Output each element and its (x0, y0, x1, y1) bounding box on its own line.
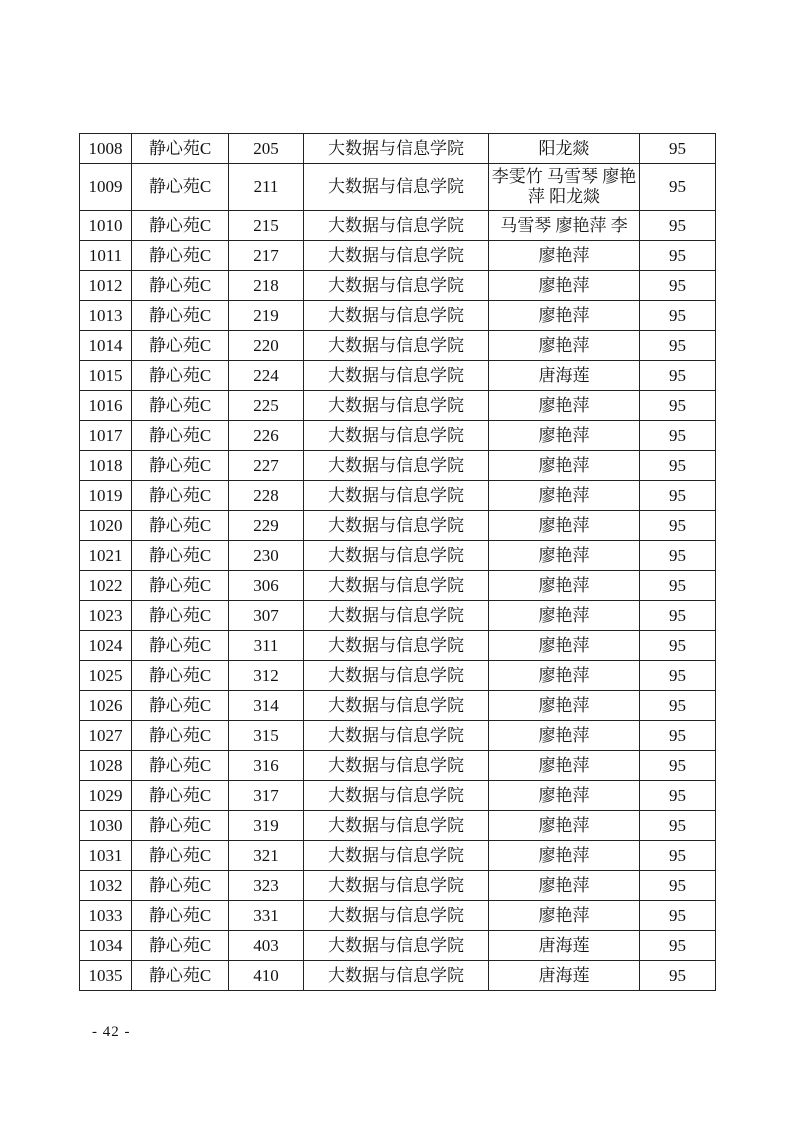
cell-serial-number: 1022 (80, 571, 132, 601)
cell-score: 95 (640, 841, 716, 871)
cell-college: 大数据与信息学院 (304, 691, 489, 721)
cell-college: 大数据与信息学院 (304, 541, 489, 571)
cell-serial-number: 1018 (80, 451, 132, 481)
cell-building: 静心苑C (132, 241, 229, 271)
cell-room-number: 306 (229, 571, 304, 601)
cell-building: 静心苑C (132, 164, 229, 211)
cell-score: 95 (640, 421, 716, 451)
table-row (80, 721, 716, 751)
cell-college: 大数据与信息学院 (304, 451, 489, 481)
cell-names: 阳龙燚 (489, 134, 640, 164)
cell-room-number: 225 (229, 391, 304, 421)
cell-room-number: 218 (229, 271, 304, 301)
table-row (80, 841, 716, 871)
cell-score: 95 (640, 241, 716, 271)
table-row (80, 241, 716, 271)
dormitory-score-table (79, 133, 716, 991)
cell-building: 静心苑C (132, 421, 229, 451)
cell-score: 95 (640, 871, 716, 901)
cell-college: 大数据与信息学院 (304, 481, 489, 511)
cell-building: 静心苑C (132, 781, 229, 811)
cell-serial-number: 1015 (80, 361, 132, 391)
table-row (80, 661, 716, 691)
cell-building: 静心苑C (132, 571, 229, 601)
page-number: - 42 - (92, 1024, 131, 1040)
cell-building: 静心苑C (132, 691, 229, 721)
cell-score: 95 (640, 901, 716, 931)
cell-score: 95 (640, 481, 716, 511)
cell-score: 95 (640, 301, 716, 331)
cell-names: 唐海莲 (489, 931, 640, 961)
cell-room-number: 403 (229, 931, 304, 961)
cell-score: 95 (640, 751, 716, 781)
cell-college: 大数据与信息学院 (304, 631, 489, 661)
cell-serial-number: 1031 (80, 841, 132, 871)
cell-room-number: 229 (229, 511, 304, 541)
cell-score: 95 (640, 571, 716, 601)
cell-college: 大数据与信息学院 (304, 164, 489, 211)
cell-serial-number: 1010 (80, 211, 132, 241)
cell-room-number: 205 (229, 134, 304, 164)
cell-names: 廖艳萍 (489, 871, 640, 901)
cell-score: 95 (640, 134, 716, 164)
cell-college: 大数据与信息学院 (304, 931, 489, 961)
cell-names: 廖艳萍 (489, 631, 640, 661)
cell-serial-number: 1028 (80, 751, 132, 781)
cell-college: 大数据与信息学院 (304, 331, 489, 361)
cell-score: 95 (640, 211, 716, 241)
cell-building: 静心苑C (132, 871, 229, 901)
cell-names: 李雯竹 马雪琴 廖艳萍 阳龙燚 (489, 164, 640, 211)
cell-score: 95 (640, 691, 716, 721)
cell-names: 廖艳萍 (489, 811, 640, 841)
cell-building: 静心苑C (132, 211, 229, 241)
cell-room-number: 226 (229, 421, 304, 451)
cell-serial-number: 1016 (80, 391, 132, 421)
cell-serial-number: 1033 (80, 901, 132, 931)
cell-building: 静心苑C (132, 661, 229, 691)
cell-college: 大数据与信息学院 (304, 871, 489, 901)
cell-room-number: 321 (229, 841, 304, 871)
cell-names: 廖艳萍 (489, 691, 640, 721)
table-row (80, 781, 716, 811)
cell-names: 廖艳萍 (489, 421, 640, 451)
cell-score: 95 (640, 391, 716, 421)
table-row (80, 301, 716, 331)
cell-names: 廖艳萍 (489, 301, 640, 331)
cell-building: 静心苑C (132, 301, 229, 331)
table-row (80, 751, 716, 781)
cell-building: 静心苑C (132, 811, 229, 841)
table-row (80, 871, 716, 901)
cell-score: 95 (640, 601, 716, 631)
table-row (80, 134, 716, 164)
cell-score: 95 (640, 164, 716, 211)
cell-building: 静心苑C (132, 134, 229, 164)
cell-score: 95 (640, 511, 716, 541)
table-row (80, 211, 716, 241)
cell-building: 静心苑C (132, 631, 229, 661)
table-row (80, 451, 716, 481)
cell-score: 95 (640, 451, 716, 481)
cell-room-number: 217 (229, 241, 304, 271)
cell-building: 静心苑C (132, 361, 229, 391)
cell-room-number: 230 (229, 541, 304, 571)
table-row (80, 931, 716, 961)
cell-names: 廖艳萍 (489, 481, 640, 511)
cell-serial-number: 1014 (80, 331, 132, 361)
cell-serial-number: 1011 (80, 241, 132, 271)
cell-serial-number: 1023 (80, 601, 132, 631)
cell-college: 大数据与信息学院 (304, 421, 489, 451)
cell-room-number: 211 (229, 164, 304, 211)
cell-names: 唐海莲 (489, 961, 640, 991)
table-row (80, 571, 716, 601)
table-row (80, 271, 716, 301)
cell-names: 廖艳萍 (489, 451, 640, 481)
cell-building: 静心苑C (132, 451, 229, 481)
cell-serial-number: 1030 (80, 811, 132, 841)
cell-room-number: 312 (229, 661, 304, 691)
cell-names: 廖艳萍 (489, 841, 640, 871)
cell-score: 95 (640, 961, 716, 991)
cell-college: 大数据与信息学院 (304, 301, 489, 331)
cell-serial-number: 1029 (80, 781, 132, 811)
cell-serial-number: 1019 (80, 481, 132, 511)
cell-names: 廖艳萍 (489, 241, 640, 271)
table-row (80, 391, 716, 421)
table-row (80, 361, 716, 391)
cell-serial-number: 1020 (80, 511, 132, 541)
cell-names: 廖艳萍 (489, 271, 640, 301)
cell-names: 廖艳萍 (489, 511, 640, 541)
cell-serial-number: 1012 (80, 271, 132, 301)
cell-room-number: 228 (229, 481, 304, 511)
cell-names: 廖艳萍 (489, 391, 640, 421)
cell-serial-number: 1024 (80, 631, 132, 661)
cell-college: 大数据与信息学院 (304, 781, 489, 811)
cell-names: 廖艳萍 (489, 661, 640, 691)
cell-serial-number: 1009 (80, 164, 132, 211)
cell-college: 大数据与信息学院 (304, 271, 489, 301)
cell-serial-number: 1017 (80, 421, 132, 451)
cell-college: 大数据与信息学院 (304, 211, 489, 241)
cell-names: 廖艳萍 (489, 781, 640, 811)
cell-college: 大数据与信息学院 (304, 511, 489, 541)
cell-names: 廖艳萍 (489, 571, 640, 601)
cell-college: 大数据与信息学院 (304, 361, 489, 391)
cell-room-number: 227 (229, 451, 304, 481)
cell-serial-number: 1032 (80, 871, 132, 901)
cell-serial-number: 1021 (80, 541, 132, 571)
table-row (80, 421, 716, 451)
cell-room-number: 219 (229, 301, 304, 331)
cell-college: 大数据与信息学院 (304, 751, 489, 781)
table-row (80, 164, 716, 211)
cell-score: 95 (640, 541, 716, 571)
cell-room-number: 215 (229, 211, 304, 241)
cell-college: 大数据与信息学院 (304, 241, 489, 271)
cell-college: 大数据与信息学院 (304, 841, 489, 871)
table-row (80, 811, 716, 841)
cell-serial-number: 1025 (80, 661, 132, 691)
cell-room-number: 317 (229, 781, 304, 811)
cell-building: 静心苑C (132, 841, 229, 871)
cell-room-number: 410 (229, 961, 304, 991)
cell-college: 大数据与信息学院 (304, 134, 489, 164)
cell-room-number: 319 (229, 811, 304, 841)
cell-college: 大数据与信息学院 (304, 811, 489, 841)
cell-score: 95 (640, 781, 716, 811)
cell-names: 马雪琴 廖艳萍 李 (489, 211, 640, 241)
cell-room-number: 315 (229, 721, 304, 751)
cell-room-number: 220 (229, 331, 304, 361)
cell-room-number: 323 (229, 871, 304, 901)
cell-score: 95 (640, 811, 716, 841)
cell-serial-number: 1027 (80, 721, 132, 751)
cell-names: 廖艳萍 (489, 541, 640, 571)
cell-score: 95 (640, 931, 716, 961)
cell-room-number: 331 (229, 901, 304, 931)
table-row (80, 511, 716, 541)
cell-score: 95 (640, 331, 716, 361)
cell-building: 静心苑C (132, 961, 229, 991)
table-row (80, 961, 716, 991)
table-row (80, 481, 716, 511)
table-row (80, 691, 716, 721)
table-row (80, 631, 716, 661)
cell-room-number: 316 (229, 751, 304, 781)
cell-names: 廖艳萍 (489, 751, 640, 781)
table-row (80, 601, 716, 631)
cell-building: 静心苑C (132, 901, 229, 931)
cell-room-number: 307 (229, 601, 304, 631)
cell-room-number: 314 (229, 691, 304, 721)
table-row (80, 331, 716, 361)
cell-serial-number: 1008 (80, 134, 132, 164)
cell-building: 静心苑C (132, 511, 229, 541)
table-row (80, 901, 716, 931)
cell-score: 95 (640, 721, 716, 751)
cell-college: 大数据与信息学院 (304, 961, 489, 991)
table-body (80, 134, 716, 991)
cell-names: 廖艳萍 (489, 331, 640, 361)
cell-building: 静心苑C (132, 751, 229, 781)
cell-building: 静心苑C (132, 541, 229, 571)
cell-score: 95 (640, 631, 716, 661)
cell-score: 95 (640, 361, 716, 391)
cell-serial-number: 1035 (80, 961, 132, 991)
cell-college: 大数据与信息学院 (304, 721, 489, 751)
cell-room-number: 224 (229, 361, 304, 391)
cell-building: 静心苑C (132, 601, 229, 631)
cell-room-number: 311 (229, 631, 304, 661)
cell-college: 大数据与信息学院 (304, 601, 489, 631)
table-row (80, 541, 716, 571)
cell-names: 唐海莲 (489, 361, 640, 391)
cell-score: 95 (640, 271, 716, 301)
cell-score: 95 (640, 661, 716, 691)
cell-building: 静心苑C (132, 721, 229, 751)
cell-names: 廖艳萍 (489, 601, 640, 631)
cell-serial-number: 1034 (80, 931, 132, 961)
cell-names: 廖艳萍 (489, 721, 640, 751)
cell-building: 静心苑C (132, 331, 229, 361)
cell-serial-number: 1013 (80, 301, 132, 331)
cell-building: 静心苑C (132, 931, 229, 961)
cell-college: 大数据与信息学院 (304, 901, 489, 931)
cell-college: 大数据与信息学院 (304, 571, 489, 601)
cell-names: 廖艳萍 (489, 901, 640, 931)
cell-building: 静心苑C (132, 271, 229, 301)
cell-building: 静心苑C (132, 481, 229, 511)
cell-building: 静心苑C (132, 391, 229, 421)
cell-college: 大数据与信息学院 (304, 661, 489, 691)
cell-serial-number: 1026 (80, 691, 132, 721)
cell-college: 大数据与信息学院 (304, 391, 489, 421)
